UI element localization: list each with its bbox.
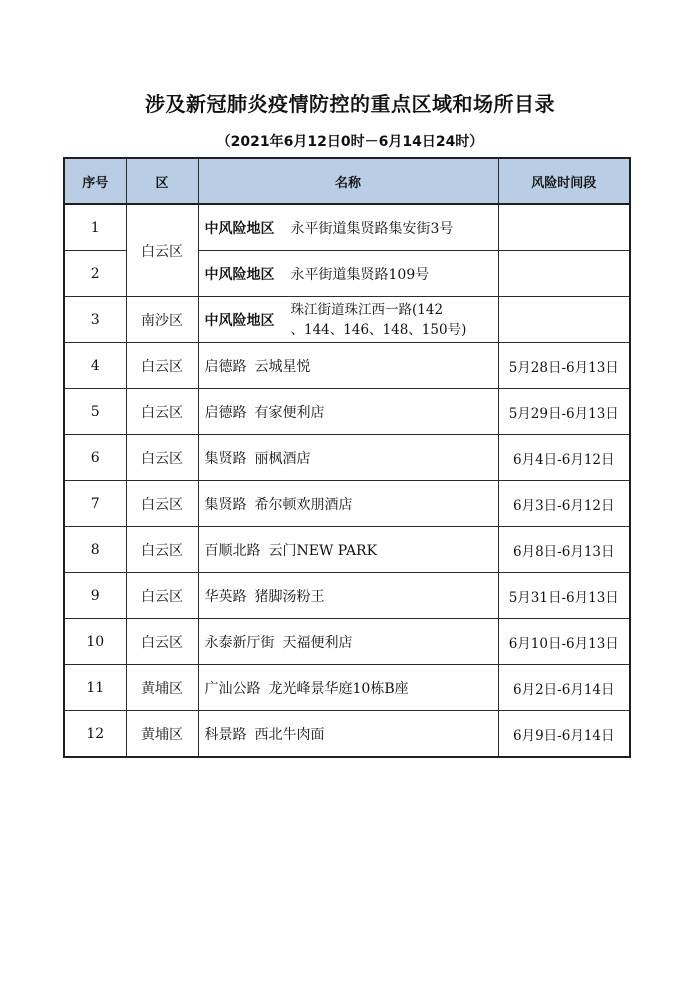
row-number: 4 <box>64 343 126 389</box>
table-row <box>64 665 630 711</box>
risk-level: 中风险地区 <box>204 266 275 283</box>
row-number: 7 <box>64 481 126 527</box>
row-name <box>198 204 498 251</box>
row-place: 有家便利店 <box>254 404 325 421</box>
row-address: 永平街道集贤路109号 <box>290 266 430 283</box>
row-name <box>198 389 498 435</box>
row-period: 5月28日-6月13日 <box>498 343 630 389</box>
row-period: 6月8日-6月13日 <box>498 527 630 573</box>
row-name <box>198 665 498 711</box>
table-row <box>64 389 630 435</box>
row-place: 云城星悦 <box>254 358 311 375</box>
row-road: 华英路 <box>204 588 247 605</box>
row-place: 云门NEW PARK <box>268 542 378 559</box>
row-number: 1 <box>64 204 126 251</box>
row-period: 6月9日-6月14日 <box>498 711 630 758</box>
row-period <box>498 204 630 251</box>
row-district: 白云区 <box>126 527 198 573</box>
page-title: 涉及新冠肺炎疫情防控的重点区域和场所目录 <box>145 92 555 116</box>
row-name <box>198 619 498 665</box>
row-place: 希尔顿欢朋酒店 <box>254 496 353 513</box>
row-period: 5月29日-6月13日 <box>498 389 630 435</box>
row-district: 白云区 <box>126 343 198 389</box>
row-period: 5月31日-6月13日 <box>498 573 630 619</box>
row-period: 6月3日-6月12日 <box>498 481 630 527</box>
row-road: 永泰新厅街 <box>204 634 275 651</box>
risk-level: 中风险地区 <box>204 312 275 329</box>
table-header-row <box>64 158 630 204</box>
row-district: 黄埔区 <box>126 711 198 758</box>
row-period <box>498 251 630 297</box>
row-district: 白云区 <box>126 481 198 527</box>
row-district: 黄埔区 <box>126 665 198 711</box>
key-areas-table <box>63 157 631 758</box>
row-address-line1: 珠江街道珠江西一路(142 <box>290 301 444 318</box>
row-place: 龙光峰景华庭10栋B座 <box>268 680 409 697</box>
row-number: 10 <box>64 619 126 665</box>
row-name <box>198 481 498 527</box>
table-row <box>64 573 630 619</box>
page-subtitle: （2021年6月12日0时－6月14日24时） <box>216 134 484 150</box>
row-name <box>198 573 498 619</box>
row-road: 集贤路 <box>204 496 247 513</box>
row-name <box>198 527 498 573</box>
row-road: 广汕公路 <box>204 680 261 697</box>
row-name <box>198 343 498 389</box>
table-row <box>64 527 630 573</box>
row-period: 6月4日-6月12日 <box>498 435 630 481</box>
row-road: 科景路 <box>204 726 247 743</box>
row-number: 5 <box>64 389 126 435</box>
row-name <box>198 711 498 758</box>
table-row <box>64 297 630 343</box>
row-address-line2: 、144、146、148、150号) <box>290 321 467 338</box>
row-district: 南沙区 <box>126 297 198 343</box>
row-number: 6 <box>64 435 126 481</box>
row-road: 集贤路 <box>204 450 247 467</box>
row-number: 2 <box>64 251 126 297</box>
row-number: 3 <box>64 297 126 343</box>
row-address <box>291 300 467 340</box>
row-district: 白云区 <box>126 619 198 665</box>
row-district: 白云区 <box>126 573 198 619</box>
table-row <box>64 481 630 527</box>
row-number: 9 <box>64 573 126 619</box>
row-number: 11 <box>64 665 126 711</box>
row-district: 白云区 <box>126 204 198 297</box>
header-district: 区 <box>126 158 198 204</box>
row-place: 猪脚汤粉王 <box>254 588 325 605</box>
row-district: 白云区 <box>126 389 198 435</box>
row-number: 8 <box>64 527 126 573</box>
header-period: 风险时间段 <box>498 158 630 204</box>
row-period <box>498 297 630 343</box>
row-road: 启德路 <box>204 358 247 375</box>
header-name: 名称 <box>198 158 498 204</box>
row-name <box>198 251 498 297</box>
row-place: 西北牛肉面 <box>254 726 325 743</box>
row-district: 白云区 <box>126 435 198 481</box>
table-row <box>64 204 630 251</box>
table-row <box>64 435 630 481</box>
row-road: 百顺北路 <box>204 542 261 559</box>
row-name <box>198 435 498 481</box>
table-row <box>64 343 630 389</box>
row-period: 6月10日-6月13日 <box>498 619 630 665</box>
row-address: 永平街道集贤路集安街3号 <box>290 220 454 237</box>
table-row <box>64 619 630 665</box>
header-no: 序号 <box>64 158 126 204</box>
row-place: 天福便利店 <box>282 634 353 651</box>
row-road: 启德路 <box>204 404 247 421</box>
row-name <box>198 297 498 343</box>
row-number: 12 <box>64 711 126 758</box>
table-row <box>64 711 630 758</box>
row-period: 6月2日-6月14日 <box>498 665 630 711</box>
row-place: 丽枫酒店 <box>254 450 311 467</box>
risk-level: 中风险地区 <box>204 220 275 237</box>
